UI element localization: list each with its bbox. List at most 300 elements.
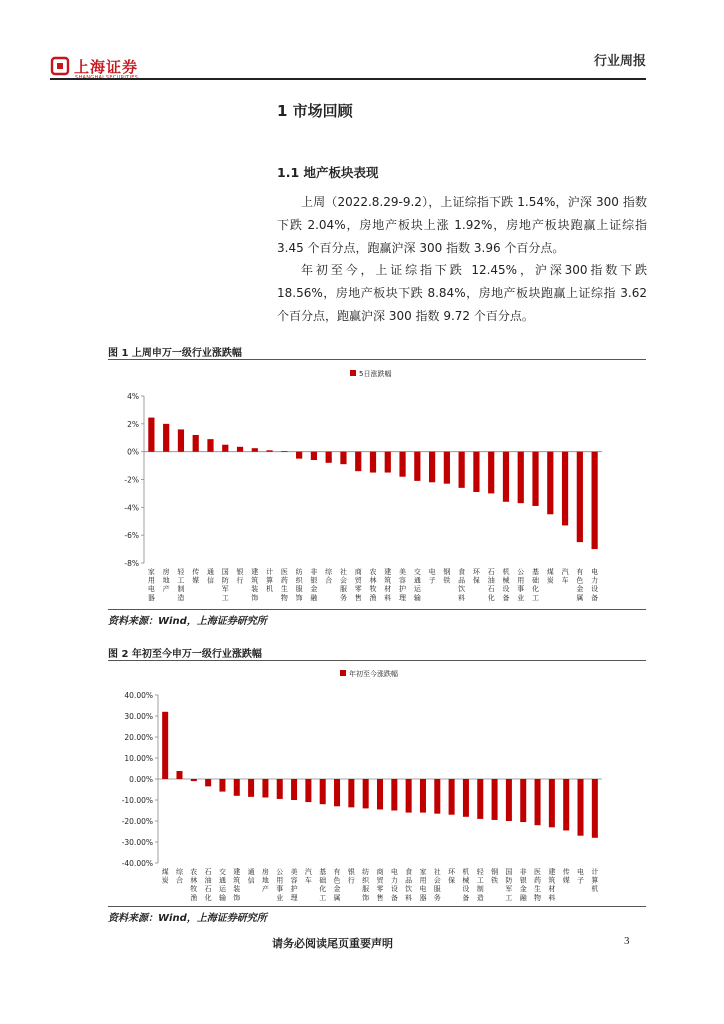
x-category-char: 装	[233, 885, 241, 894]
x-category-char: 传	[192, 568, 200, 576]
x-category-char: 事	[517, 585, 525, 594]
x-category-char: 理	[399, 593, 407, 602]
x-category-char: 电	[390, 868, 398, 876]
legend-swatch	[350, 370, 356, 376]
x-category-char: 炭	[161, 876, 169, 885]
y-tick-label: 2%	[127, 419, 139, 429]
x-category-char: 农	[190, 868, 198, 876]
x-category-char: 筑	[251, 576, 259, 585]
figure2-title: 图 2 年初至今申万一级行业涨跌幅	[108, 649, 262, 660]
bar	[562, 452, 568, 526]
bar	[434, 779, 440, 814]
logo-text: 上海证券	[74, 58, 139, 76]
x-category-label	[591, 567, 598, 602]
x-category-label	[491, 867, 498, 885]
x-category-char: 防	[505, 876, 513, 885]
x-category-label	[310, 567, 318, 602]
subsection-title: 1.1 地产板块表现	[277, 165, 379, 180]
bar	[163, 424, 169, 452]
bar	[219, 779, 225, 792]
x-category-char: 产	[261, 885, 269, 894]
x-category-char: 运	[413, 585, 421, 594]
x-category-char: 国	[221, 568, 229, 576]
x-category-char: 公	[276, 868, 284, 876]
legend-swatch	[340, 670, 346, 676]
x-category-char: 服	[295, 585, 303, 594]
x-category-label	[370, 567, 377, 602]
x-category-char: 公	[517, 568, 525, 576]
bar	[549, 779, 555, 827]
x-category-char: 事	[276, 885, 284, 894]
bar	[248, 779, 254, 797]
x-category-char: 钢	[491, 868, 499, 876]
bar	[449, 779, 455, 815]
x-category-char: 础	[532, 576, 540, 585]
bar	[518, 452, 524, 503]
bar	[563, 779, 569, 830]
x-category-label	[477, 867, 485, 902]
bar	[205, 779, 211, 786]
x-category-char: 工	[505, 893, 513, 902]
x-category-char: 机	[462, 868, 470, 876]
bar	[385, 452, 391, 473]
x-category-char: 房	[162, 568, 170, 576]
x-category-label	[248, 867, 255, 885]
bar	[191, 779, 197, 781]
x-category-char: 物	[534, 893, 542, 902]
x-category-char: 医	[280, 568, 288, 576]
x-category-char: 化	[532, 585, 540, 594]
x-category-char: 金	[519, 885, 527, 894]
figure2-source: 资料来源：Wind，上海证券研究所	[108, 913, 267, 924]
x-category-char: 美	[290, 868, 298, 876]
x-category-char: 护	[399, 585, 407, 594]
x-category-char: 生	[280, 585, 288, 594]
bar	[520, 779, 526, 822]
bar	[252, 448, 258, 451]
x-category-label	[190, 867, 197, 902]
x-category-char: 造	[476, 893, 484, 902]
bar	[176, 771, 182, 779]
x-category-label	[325, 567, 333, 585]
bar	[370, 452, 376, 473]
figure1-bottom-rule	[108, 609, 646, 610]
x-category-char: 电	[428, 568, 436, 576]
x-category-char: 机	[502, 568, 510, 576]
x-category-label	[384, 567, 391, 602]
bar	[311, 452, 317, 460]
x-category-char: 会	[433, 876, 441, 885]
x-category-char: 材	[384, 585, 392, 594]
paragraph-ytd: 年初至今，上证综指下跌 12.45%，沪深300指数下跌 18.56%，房地产板块下跌 8.84%，房地产板块跑赢上证综指 3.62 个百分点，跑赢沪深 300 指数 9.72 个百分点。	[277, 263, 647, 323]
x-category-char: 售	[376, 893, 384, 902]
x-category-char: 社	[433, 868, 441, 876]
x-category-label	[448, 868, 456, 885]
x-category-char: 传	[562, 868, 570, 876]
y-tick-label: 40.00%	[124, 691, 153, 700]
x-category-char: 车	[561, 576, 569, 585]
page-number: 3	[624, 935, 630, 947]
x-category-label	[488, 568, 495, 602]
bar	[148, 418, 154, 452]
x-category-char: 织	[362, 876, 370, 885]
x-category-label	[192, 567, 199, 585]
x-category-label	[176, 867, 184, 885]
x-category-char: 用	[276, 876, 284, 885]
x-category-label	[237, 567, 244, 585]
x-category-label	[276, 868, 283, 902]
x-category-char: 家	[147, 568, 155, 576]
logo-mark-icon	[50, 56, 70, 76]
x-category-char: 造	[177, 593, 185, 602]
x-category-char: 车	[304, 876, 312, 885]
x-category-label	[262, 867, 269, 893]
x-category-char: 贸	[354, 576, 362, 585]
x-category-char: 通	[218, 876, 226, 885]
x-category-char: 基	[319, 868, 327, 876]
y-tick-label: -10.00%	[121, 796, 153, 805]
x-category-label	[505, 867, 512, 902]
x-category-label	[296, 567, 304, 602]
x-category-char: 煤	[161, 868, 169, 876]
bar	[399, 452, 405, 477]
bar	[444, 452, 450, 484]
x-category-char: 商	[376, 868, 384, 876]
x-category-char: 料	[384, 593, 392, 602]
x-category-char: 电	[591, 568, 599, 576]
y-tick-label: 0.00%	[129, 775, 153, 784]
x-category-label	[207, 567, 214, 585]
x-category-label	[391, 867, 398, 902]
x-category-char: 服	[362, 885, 370, 894]
legend-label: 5日涨跌幅	[359, 370, 392, 378]
x-category-char: 计	[591, 868, 599, 876]
x-category-label	[163, 567, 170, 593]
x-category-char: 服	[339, 585, 347, 594]
x-category-char: 食	[458, 568, 466, 576]
x-category-char: 制	[177, 585, 185, 594]
x-category-char: 售	[354, 593, 362, 602]
x-category-char: 石	[487, 568, 495, 576]
bar	[291, 779, 297, 800]
bar	[406, 779, 412, 813]
x-category-label	[520, 867, 528, 902]
x-category-char: 地	[162, 576, 170, 585]
x-category-char: 药	[280, 576, 288, 585]
x-category-label	[517, 568, 524, 602]
x-category-char: 非	[310, 568, 318, 576]
bar	[326, 452, 332, 463]
x-category-char: 容	[399, 576, 407, 585]
x-category-char: 器	[147, 593, 155, 602]
x-category-char: 化	[204, 893, 212, 902]
x-category-char: 料	[458, 593, 466, 602]
x-category-char: 机	[591, 885, 599, 894]
x-category-char: 饰	[251, 593, 259, 602]
x-category-char: 算	[266, 576, 274, 585]
x-category-char: 色	[576, 576, 584, 585]
x-category-label	[443, 567, 450, 585]
x-category-char: 融	[519, 893, 527, 902]
x-category-char: 通	[247, 868, 255, 876]
x-category-label	[362, 867, 370, 902]
x-category-char: 医	[534, 868, 542, 876]
x-category-char: 工	[319, 893, 327, 902]
x-category-char: 纺	[295, 568, 303, 576]
x-category-char: 品	[458, 576, 466, 585]
x-category-char: 化	[319, 885, 327, 894]
y-tick-label: -8%	[124, 559, 139, 568]
x-category-label	[281, 568, 288, 602]
x-category-char: 护	[290, 885, 298, 894]
x-category-char: 家	[419, 868, 427, 876]
x-category-char: 器	[419, 893, 427, 902]
x-category-char: 药	[534, 876, 542, 885]
x-category-char: 汽	[304, 868, 312, 876]
x-category-char: 筑	[233, 876, 241, 885]
x-category-label	[414, 567, 422, 602]
x-category-char: 械	[502, 576, 510, 585]
x-category-label	[148, 567, 155, 602]
x-category-char: 银	[236, 568, 244, 576]
y-tick-label: -4%	[124, 503, 139, 513]
x-category-char: 电	[419, 885, 427, 894]
x-category-label	[405, 867, 412, 902]
x-category-char: 料	[548, 893, 556, 902]
x-category-char: 石	[204, 885, 212, 894]
x-category-label	[419, 867, 426, 902]
x-category-char: 轻	[177, 568, 185, 576]
x-category-char: 渔	[369, 593, 377, 602]
x-category-char: 综	[175, 868, 183, 876]
bar	[592, 452, 598, 549]
bar	[340, 452, 346, 465]
header-divider	[50, 78, 646, 80]
x-category-label	[162, 867, 169, 885]
x-category-label	[305, 867, 312, 885]
footer-disclaimer: 请务必阅读尾页重要声明	[272, 937, 393, 950]
x-category-label	[319, 867, 326, 902]
x-category-char: 工	[532, 593, 540, 602]
x-category-char: 制	[476, 885, 484, 894]
x-category-char: 饮	[458, 585, 466, 594]
x-category-char: 社	[339, 568, 347, 576]
x-category-label	[462, 867, 469, 902]
x-category-char: 有	[576, 568, 584, 576]
y-tick-label: -40.00%	[121, 859, 153, 868]
x-category-label	[222, 567, 229, 602]
x-category-char: 工	[177, 576, 185, 585]
bar	[222, 445, 228, 452]
x-category-label	[177, 567, 185, 602]
x-category-char: 美	[399, 568, 407, 576]
paragraph-weekly: 上周（2022.8.29-9.2），上证综指下跌 1.54%，沪深 300 指数下跌 2.04%，房地产板块上涨 1.92%，房地产板块跑赢上证综指 3.45 个百分点，跑赢沪深 300 指数 3.96 个百分点。	[277, 195, 647, 255]
x-category-label	[562, 567, 569, 585]
bar	[305, 779, 311, 802]
x-category-label	[577, 867, 584, 885]
bar	[320, 779, 326, 804]
bar	[348, 779, 354, 807]
y-tick-label: 4%	[127, 392, 139, 401]
bar	[429, 452, 435, 483]
x-category-label	[334, 867, 341, 902]
x-category-char: 通	[413, 576, 421, 585]
y-tick-label: 10.00%	[124, 754, 153, 763]
x-category-char: 食	[405, 868, 413, 876]
bar	[296, 452, 302, 459]
x-category-char: 服	[433, 885, 441, 894]
x-category-char: 备	[591, 593, 599, 602]
x-category-char: 农	[369, 568, 377, 576]
x-category-char: 装	[251, 585, 259, 594]
x-category-label	[251, 567, 258, 602]
bar	[503, 452, 509, 502]
bar	[414, 452, 420, 481]
y-tick-label: -30.00%	[121, 838, 153, 847]
x-category-char: 生	[534, 885, 542, 894]
x-category-char: 国	[505, 868, 513, 876]
x-category-char: 理	[290, 893, 298, 902]
x-category-char: 料	[405, 893, 413, 902]
x-category-char: 钢	[443, 568, 451, 576]
x-category-char: 合	[175, 876, 183, 885]
x-category-char: 计	[266, 568, 274, 576]
y-tick-label: -2%	[124, 475, 139, 485]
x-category-char: 建	[548, 868, 556, 876]
bar	[578, 779, 584, 836]
x-category-char: 渔	[190, 893, 198, 902]
x-category-char: 务	[339, 593, 347, 602]
x-category-label	[434, 867, 441, 902]
bar	[477, 779, 483, 819]
x-category-char: 子	[577, 876, 585, 885]
x-category-char: 贸	[376, 876, 384, 885]
logo-subtext: SHANGHAI SECURITIES	[75, 75, 139, 81]
x-category-label	[266, 567, 273, 593]
x-category-char: 材	[548, 885, 556, 894]
x-category-char: 媒	[562, 876, 570, 885]
x-category-label	[563, 867, 570, 885]
x-category-label	[534, 868, 541, 902]
bar	[459, 452, 465, 488]
x-category-char: 煤	[546, 568, 554, 576]
y-tick-label: 20.00%	[124, 733, 153, 742]
bar	[592, 779, 598, 838]
x-category-char: 算	[591, 876, 599, 885]
x-category-label	[458, 567, 465, 602]
bar	[488, 452, 494, 494]
bar	[377, 779, 383, 809]
x-category-label	[576, 567, 583, 602]
x-category-char: 交	[218, 868, 226, 876]
x-category-char: 机	[266, 585, 274, 594]
bar	[535, 779, 541, 825]
x-category-char: 石	[204, 868, 212, 876]
bar	[547, 452, 553, 515]
x-category-char: 业	[276, 893, 284, 902]
x-category-char: 筑	[548, 876, 556, 885]
x-category-char: 轻	[476, 868, 484, 876]
x-category-char: 有	[333, 868, 341, 876]
x-category-label	[502, 567, 509, 602]
bar	[277, 779, 283, 799]
x-category-char: 饮	[405, 885, 413, 894]
x-category-char: 信	[206, 576, 214, 585]
bar	[162, 712, 168, 779]
x-category-char: 用	[419, 876, 427, 885]
x-category-label	[429, 567, 436, 585]
bar	[506, 779, 512, 821]
x-category-char: 保	[448, 876, 456, 885]
x-category-char: 媒	[192, 576, 200, 585]
bar	[207, 439, 213, 452]
x-category-label	[233, 867, 240, 902]
bar	[577, 452, 583, 542]
x-category-char: 金	[333, 885, 341, 894]
x-category-char: 运	[218, 885, 226, 894]
x-category-char: 设	[591, 585, 599, 594]
x-category-char: 品	[405, 876, 413, 885]
chart-ytd-industry-change	[108, 661, 646, 905]
x-category-char: 饰	[233, 893, 241, 902]
x-category-char: 信	[247, 876, 255, 885]
x-category-char: 石	[487, 585, 495, 594]
x-category-char: 力	[390, 876, 398, 885]
x-category-char: 力	[591, 576, 599, 585]
x-category-char: 林	[190, 876, 198, 885]
x-category-char: 设	[462, 885, 470, 894]
y-tick-label: -20.00%	[121, 817, 153, 826]
x-category-char: 备	[502, 593, 510, 602]
x-category-char: 铁	[443, 576, 451, 585]
x-category-label	[205, 868, 212, 902]
x-category-char: 环	[448, 868, 456, 876]
x-category-char: 合	[325, 576, 333, 585]
x-category-label	[340, 567, 347, 602]
x-category-char: 产	[162, 585, 170, 594]
y-tick-label: -6%	[124, 531, 139, 541]
x-category-char: 容	[290, 876, 298, 885]
x-category-char: 军	[505, 885, 513, 894]
x-category-label	[532, 567, 539, 602]
x-category-char: 林	[369, 576, 377, 585]
x-category-char: 备	[462, 893, 470, 902]
chart-weekly-industry-change	[108, 360, 646, 608]
x-category-char: 金	[310, 585, 318, 594]
x-category-char: 通	[206, 568, 214, 576]
bar	[391, 779, 397, 811]
bar	[532, 452, 538, 506]
section-title: 1 市场回顾	[277, 102, 353, 120]
x-category-label	[399, 567, 406, 602]
x-category-char: 银	[347, 868, 355, 876]
figure1-source: 资料来源：Wind，上海证券研究所	[108, 616, 267, 627]
bar	[281, 451, 287, 452]
x-category-char: 零	[354, 585, 362, 594]
x-category-char: 用	[147, 576, 155, 585]
bar	[234, 779, 240, 796]
x-category-label	[591, 867, 598, 893]
bar	[193, 435, 199, 452]
x-category-label	[219, 867, 227, 902]
x-category-char: 银	[519, 876, 527, 885]
bar	[492, 779, 498, 820]
x-category-char: 物	[280, 593, 288, 602]
x-category-char: 工	[476, 876, 484, 885]
bar	[463, 779, 469, 817]
x-category-char: 环	[472, 568, 480, 576]
x-category-label	[377, 867, 385, 902]
